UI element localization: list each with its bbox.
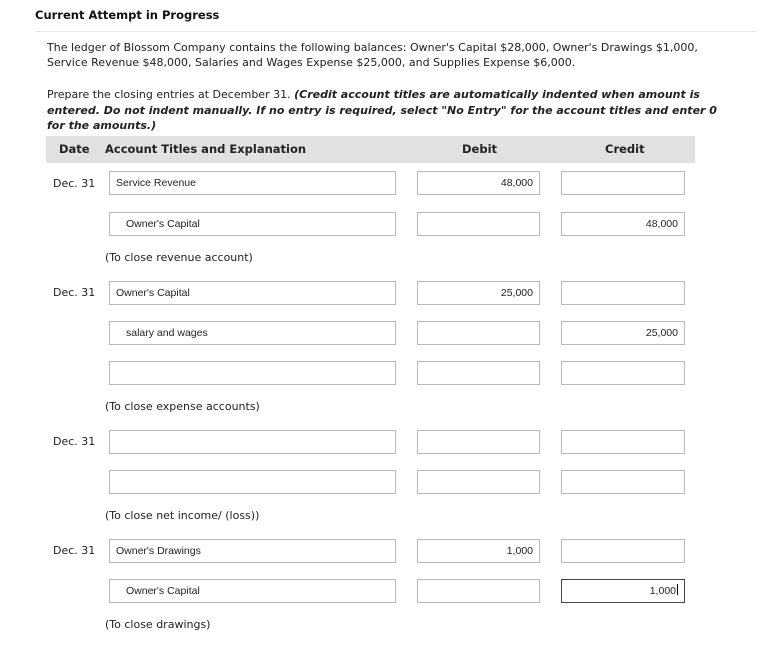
debit-amount-input[interactable]: 25,000 [417, 281, 540, 305]
debit-amount-input[interactable] [417, 470, 540, 494]
credit-amount-input[interactable] [561, 539, 685, 563]
credit-amount-input[interactable] [561, 470, 685, 494]
account-title-input[interactable]: Owner's Drawings [109, 539, 396, 563]
header-divider [35, 31, 756, 32]
credit-amount-input[interactable] [561, 361, 685, 385]
debit-amount-input[interactable]: 48,000 [417, 171, 540, 195]
instructions-emphasis: (Credit account titles are automatically indented when amount is entered. Do not indent manually. If no entry is required, select "No Entry" for the account titles and enter 0 for the amounts.) [47, 88, 717, 132]
credit-column-header: Credit [605, 142, 645, 156]
attempt-header [0, 0, 774, 32]
account-title-input[interactable]: Owner's Capital [109, 579, 396, 603]
entry-date: Dec. 31 [53, 544, 96, 557]
debit-amount-input[interactable]: 1,000 [417, 539, 540, 563]
credit-amount-input[interactable] [561, 430, 685, 454]
entry-explanation: (To close net income/ (loss)) [105, 509, 260, 522]
debit-amount-input[interactable] [417, 212, 540, 236]
debit-amount-input[interactable] [417, 430, 540, 454]
journal-table-header [46, 136, 695, 163]
credit-amount-input[interactable] [561, 171, 685, 195]
account-title-input[interactable] [109, 470, 396, 494]
entry-date: Dec. 31 [53, 177, 96, 190]
credit-amount-input-focused[interactable] [561, 579, 685, 603]
problem-statement: The ledger of Blossom Company contains the following balances: Owner's Capital $28,000, Owner's Drawings $1,000, Service Revenue $48,000, Salaries and Wages Expense $25,000, and Supplies Expense $6,000. [47, 41, 698, 69]
entry-explanation: (To close revenue account) [105, 251, 253, 264]
account-title-input[interactable] [109, 361, 396, 385]
debit-amount-input[interactable] [417, 321, 540, 345]
account-title-input[interactable]: salary and wages [109, 321, 396, 345]
entry-date: Dec. 31 [53, 435, 96, 448]
credit-amount-value: 1,000 [649, 585, 676, 597]
debit-column-header: Debit [462, 142, 498, 156]
entry-date: Dec. 31 [53, 286, 96, 299]
credit-amount-input[interactable]: 48,000 [561, 212, 685, 236]
entry-explanation: (To close expense accounts) [105, 400, 260, 413]
entry-explanation: (To close drawings) [105, 618, 211, 631]
text-caret [677, 584, 678, 595]
debit-amount-input[interactable] [417, 579, 540, 603]
date-column-header: Date [59, 142, 90, 156]
instructions-text: Prepare the closing entries at December 31. [47, 88, 295, 101]
credit-amount-input[interactable] [561, 281, 685, 305]
debit-amount-input[interactable] [417, 361, 540, 385]
account-title-input[interactable]: Owner's Capital [109, 281, 396, 305]
account-title-input[interactable]: Owner's Capital [109, 212, 396, 236]
attempt-title: Current Attempt in Progress [35, 8, 220, 22]
account-title-input[interactable] [109, 430, 396, 454]
account-title-input[interactable]: Service Revenue [109, 171, 396, 195]
account-column-header: Account Titles and Explanation [105, 142, 307, 156]
credit-amount-input[interactable]: 25,000 [561, 321, 685, 345]
instructions [47, 87, 737, 134]
